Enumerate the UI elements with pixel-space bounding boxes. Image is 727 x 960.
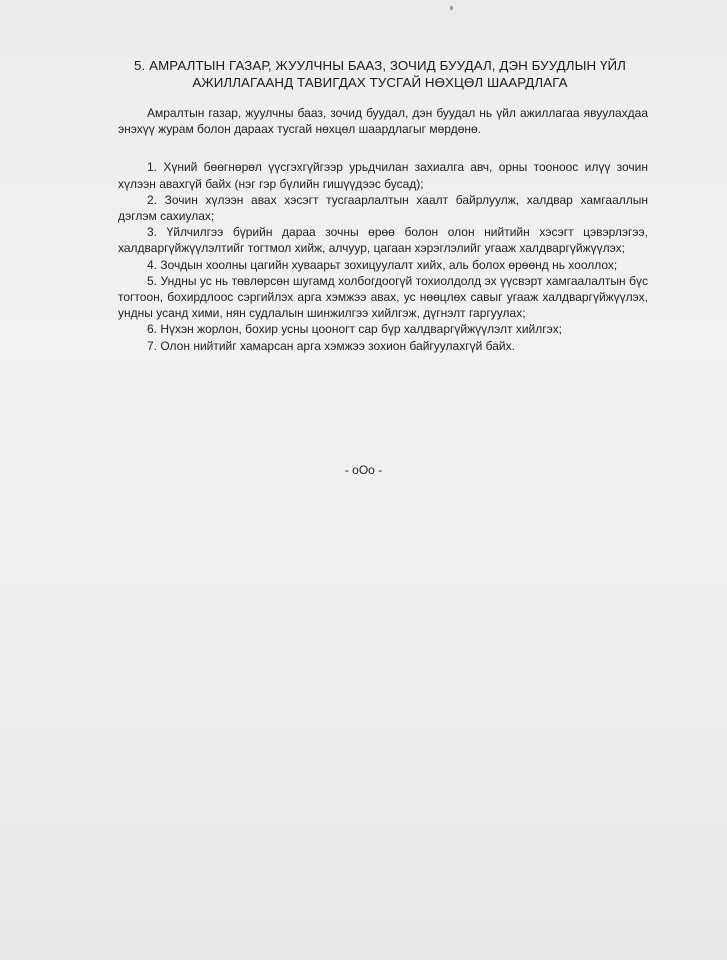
intro-paragraph: Амралтын газар, жуулчны бааз, зочид буудал, дэн буудал нь үйл ажиллагаа явуулахдаа энэхүү журам болон дараах тусгай нөхцөл шаардлагыг мөрдөнө. <box>118 106 648 137</box>
section-heading-line-2: АЖИЛЛАГААНД ТАВИГДАХ ТУСГАЙ НӨХЦӨЛ ШААРДЛАГА <box>192 75 568 90</box>
section-heading <box>100 57 660 91</box>
list-item-2: 2. Зочин хүлээн авах хэсэгт тусгаарлалтын хаалт байрлуулж, халдвар хамгааллын дэглэм сахиулах; <box>118 192 648 224</box>
list-item-5: 5. Ундны ус нь төвлөрсөн шугамд холбогдоогүй тохиолдолд эх үүсвэрт хамгаалалтын бүс тогтоон, бохирдлоос сэргийлэх арга хэмжээ авах, ус нөөцлөх савыг угааж халдваргүйжүүлэх, ундны усанд хими, нян судлалын шинжилгээ хийлгэж, дүгнэлт гаргуулах; <box>118 273 648 321</box>
list-item-7: 7. Олон нийтийг хамарсан арга хэмжээ зохион байгуулахгүй байх. <box>147 338 515 353</box>
list-item-6: 6. Нүхэн жорлон, бохир усны цооногт сар бүр халдваргүйжүүлэлт хийлгэх; <box>147 322 562 337</box>
end-mark: - оОо - <box>344 463 383 477</box>
section-heading-line-1: 5. АМРАЛТЫН ГАЗАР, ЖУУЛЧНЫ БААЗ, ЗОЧИД БУУДАЛ, ДЭН БУУДЛЫН ҮЙЛ <box>134 58 626 73</box>
scan-mark <box>450 6 453 10</box>
list-item-1: 1. Хүний бөөгнөрөл үүсгэхгүйгээр урьдчилан захиалга авч, орны тооноос илүү зочин хүлээн авахгүй байх (нэг гэр бүлийн гишүүдээс бусад); <box>118 160 648 191</box>
list-item-4: 4. Зочдын хоолны цагийн хуваарьт зохицуулалт хийх, аль болох өрөөнд нь хооллох; <box>147 257 618 272</box>
document-body <box>118 105 648 354</box>
list-item-3: 3. Үйлчилгээ бүрийн дараа зочны өрөө болон олон нийтийн хэсэгт цэвэрлэгээ, халдваргүйжүүлэлтийг тогтмол хийж, алчуур, цагаан хэрэглэлийг угааж халдваргүйжүүлэх; <box>118 225 648 256</box>
